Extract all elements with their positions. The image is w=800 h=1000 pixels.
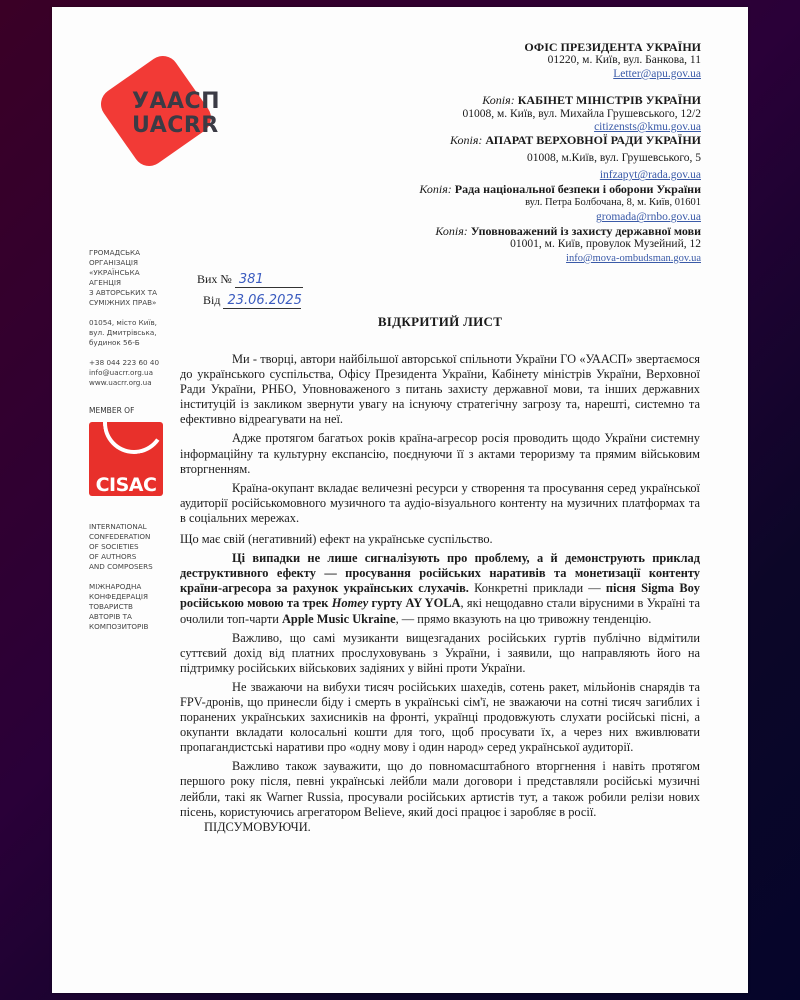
addressee-org: ОФІС ПРЕЗИДЕНТА УКРАЇНИ: [524, 40, 701, 54]
letter-body: [180, 352, 700, 835]
addressee-address: 01008, м.Київ, вул. Грушевського, 5: [527, 151, 701, 164]
address-line: 01054, місто Київ,: [89, 318, 157, 327]
uacrr-logo: [92, 52, 222, 172]
org-name-line: АГЕНЦІЯ: [89, 278, 121, 287]
addressee-main: [281, 41, 701, 81]
addressee-address: 01220, м. Київ, вул. Банкова, 11: [547, 54, 701, 67]
number-value: 381: [235, 273, 303, 288]
addressee-address: 01001, м. Київ, провулок Музейний, 12: [510, 238, 701, 251]
paragraph: Країна-окупант вкладає величезні ресурси у створення та просування серед української аудиторії російськомовного музичного та аудіо-візуального контенту на музичних платформах та в соціальних мережах.: [180, 480, 700, 525]
text: Конкретні приклади —: [468, 581, 606, 596]
addressee-copy: [281, 94, 701, 134]
italic-text: Homey: [331, 596, 369, 611]
logo-line-1: УААСП: [132, 89, 221, 114]
org-name-line: З АВТОРСЬКИХ ТА: [89, 288, 158, 297]
email-link[interactable]: info@uacrr.org.ua: [89, 368, 154, 377]
member-of-label: MEMBER OF: [89, 406, 135, 415]
org-name: [89, 248, 209, 308]
addressee-org: Рада національної безпеки і оборони України: [454, 181, 701, 196]
paragraph: Важливо, що самі музиканти вищезгаданих російських гуртів публічно відмітили суттєвий дохід від платних прослуховувань з України, і заявили, що направляють його на підтримку російських військових задіяних у війні проти України.: [180, 630, 700, 675]
addressee-copy: [281, 183, 701, 225]
cisac-ua-line: КОНФЕДЕРАЦІЯ: [89, 592, 148, 601]
org-name-line: «УКРАЇНСЬКА: [89, 268, 140, 277]
addressee-copy: [281, 225, 701, 265]
outgoing-number: [197, 269, 303, 311]
address-line: вул. Дмитрівська,: [89, 328, 157, 337]
cisac-en-line: OF SOCIETIES: [89, 542, 139, 551]
addressee-address: вул. Петра Болбочана, 8, м. Київ, 01601: [525, 197, 701, 209]
letter-title: ВІДКРИТИЙ ЛИСТ: [377, 314, 503, 329]
bold-text: гурту AY YOLA: [368, 596, 461, 611]
addressee-email[interactable]: gromada@rnbo.gov.ua: [595, 211, 701, 224]
paragraph-highlight: [180, 551, 700, 626]
org-name-line: ОРГАНІЗАЦІЯ: [89, 258, 139, 267]
letter-page: [52, 7, 748, 993]
logo-text: [132, 90, 220, 138]
addressee-org: Уповноважений із захисту державної мови: [470, 223, 701, 238]
address-line: будинок 56-Б: [89, 338, 140, 347]
addressee-copy: [281, 134, 701, 182]
copy-prefix: Копія:: [482, 93, 515, 108]
logo-line-2: UACRR: [132, 113, 219, 138]
addressee-org: КАБІНЕТ МІНІСТРІВ УКРАЇНИ: [517, 93, 701, 108]
date-value: 23.06.2025: [223, 294, 301, 309]
paragraph: Важливо також зауважити, що до повномасштабного вторгнення і навіть протягом першого року після, певні українські лейбли мали договори і представляли російські музичні лейбли, такі як Warner Russia, просували російських артистів тут, а також робили релізи нових пісень, користуючись агрегатором Believe, який досі працює і заробляє в росії.: [180, 759, 700, 819]
text: , які нещодавно стали вірусними в Україні та очолили топ-чарти: [180, 596, 700, 626]
cisac-ua-line: КОМПОЗИТОРІВ: [89, 622, 149, 631]
addressee-address: 01008, м. Київ, вул. Михайла Грушевського, 12/2: [462, 107, 701, 120]
addressee-email[interactable]: infzapyt@rada.gov.ua: [599, 169, 701, 182]
bold-text: пісня Sigma Boy російською мовою та трек: [180, 581, 700, 611]
cisac-label: CISAC: [95, 474, 157, 496]
addressee-email[interactable]: citizensts@kmu.gov.ua: [594, 121, 701, 134]
website-link[interactable]: www.uacrr.org.ua: [89, 378, 152, 387]
closing-heading: ПІДСУМОВУЮЧИ.: [204, 819, 311, 834]
bold-text: Ці випадки не лише сигналізують про проблему, а й демонструють приклад деструктивного ефекту — просування російських наративів та монетизації контенту країни-агресора за рахунок українських слухачів.: [180, 551, 700, 596]
date-label: Від: [203, 293, 221, 307]
org-name-line: ГРОМАДСЬКА: [89, 248, 141, 257]
addressee-email[interactable]: Letter@apu.gov.ua: [613, 67, 701, 80]
text: , — прямо вказують на цю тривожну тенденцію.: [395, 611, 652, 626]
phone: +38 044 223 60 40: [89, 358, 160, 367]
cisac-en-line: OF AUTHORS: [89, 552, 137, 561]
cisac-ring-icon: [98, 422, 163, 459]
org-name-line: СУМІЖНИХ ПРАВ»: [89, 298, 157, 307]
copy-prefix: Копія:: [419, 181, 452, 196]
cisac-logo: [89, 422, 163, 496]
addressee-org: АПАРАТ ВЕРХОВНОЇ РАДИ УКРАЇНИ: [485, 133, 701, 148]
paragraph: Ми - творці, автори найбільшої авторської спільноти України ГО «УААСП» звертаємося до українського суспільства, Офісу Президента України, Кабінету міністрів України, Верховної Ради України, РНБО, Уповноваженого з питань захисту державної мови, та інших державних інституцій із закликом звернути увагу на існуючу стратегічну загрозу та, нарешті, системно та ефективно відреагувати на неї.: [180, 352, 700, 427]
cisac-ua-line: ТОВАРИСТВ: [89, 602, 133, 611]
copy-prefix: Копія:: [450, 133, 483, 148]
number-label: Вих №: [197, 272, 232, 286]
paragraph: Не зважаючи на вибухи тисяч російських шахедів, сотень ракет, мільйонів снарядів та FPV-дронів, що принесли біду і смерть в українські сім'ї, не зважаючи на сотні тисяч загиблих і поранених українських захисників на фронті, українці продовжують слухати російські пісні, а окупанти вкладати колосальні кошти для того, щоб просувати їх, а через них вживлювати пропагандистські наративи про «одну мову і один народ» серед української аудиторії.: [180, 679, 700, 755]
addressees: [281, 41, 701, 265]
cisac-ua-line: МІЖНАРОДНА: [89, 582, 142, 591]
cisac-en-line: AND COMPOSERS: [89, 562, 153, 571]
bold-text: Apple Music Ukraine: [281, 611, 396, 626]
cisac-en-line: INTERNATIONAL: [89, 522, 147, 531]
addressee-email[interactable]: info@mova-ombudsman.gov.ua: [566, 252, 701, 264]
paragraph: Що має свій (негативний) ефект на українське суспільство.: [180, 532, 493, 547]
cisac-ua-line: АВТОРІВ ТА: [89, 612, 132, 621]
copy-prefix: Копія:: [435, 223, 468, 238]
cisac-en-line: CONFEDERATION: [89, 532, 151, 541]
paragraph: Адже протягом багатьох років країна-агресор росія проводить щодо України системну інформаційну та культурну експансію, поєднуючи її з актами тероризму та прямим військовим вторгненням.: [180, 431, 700, 476]
